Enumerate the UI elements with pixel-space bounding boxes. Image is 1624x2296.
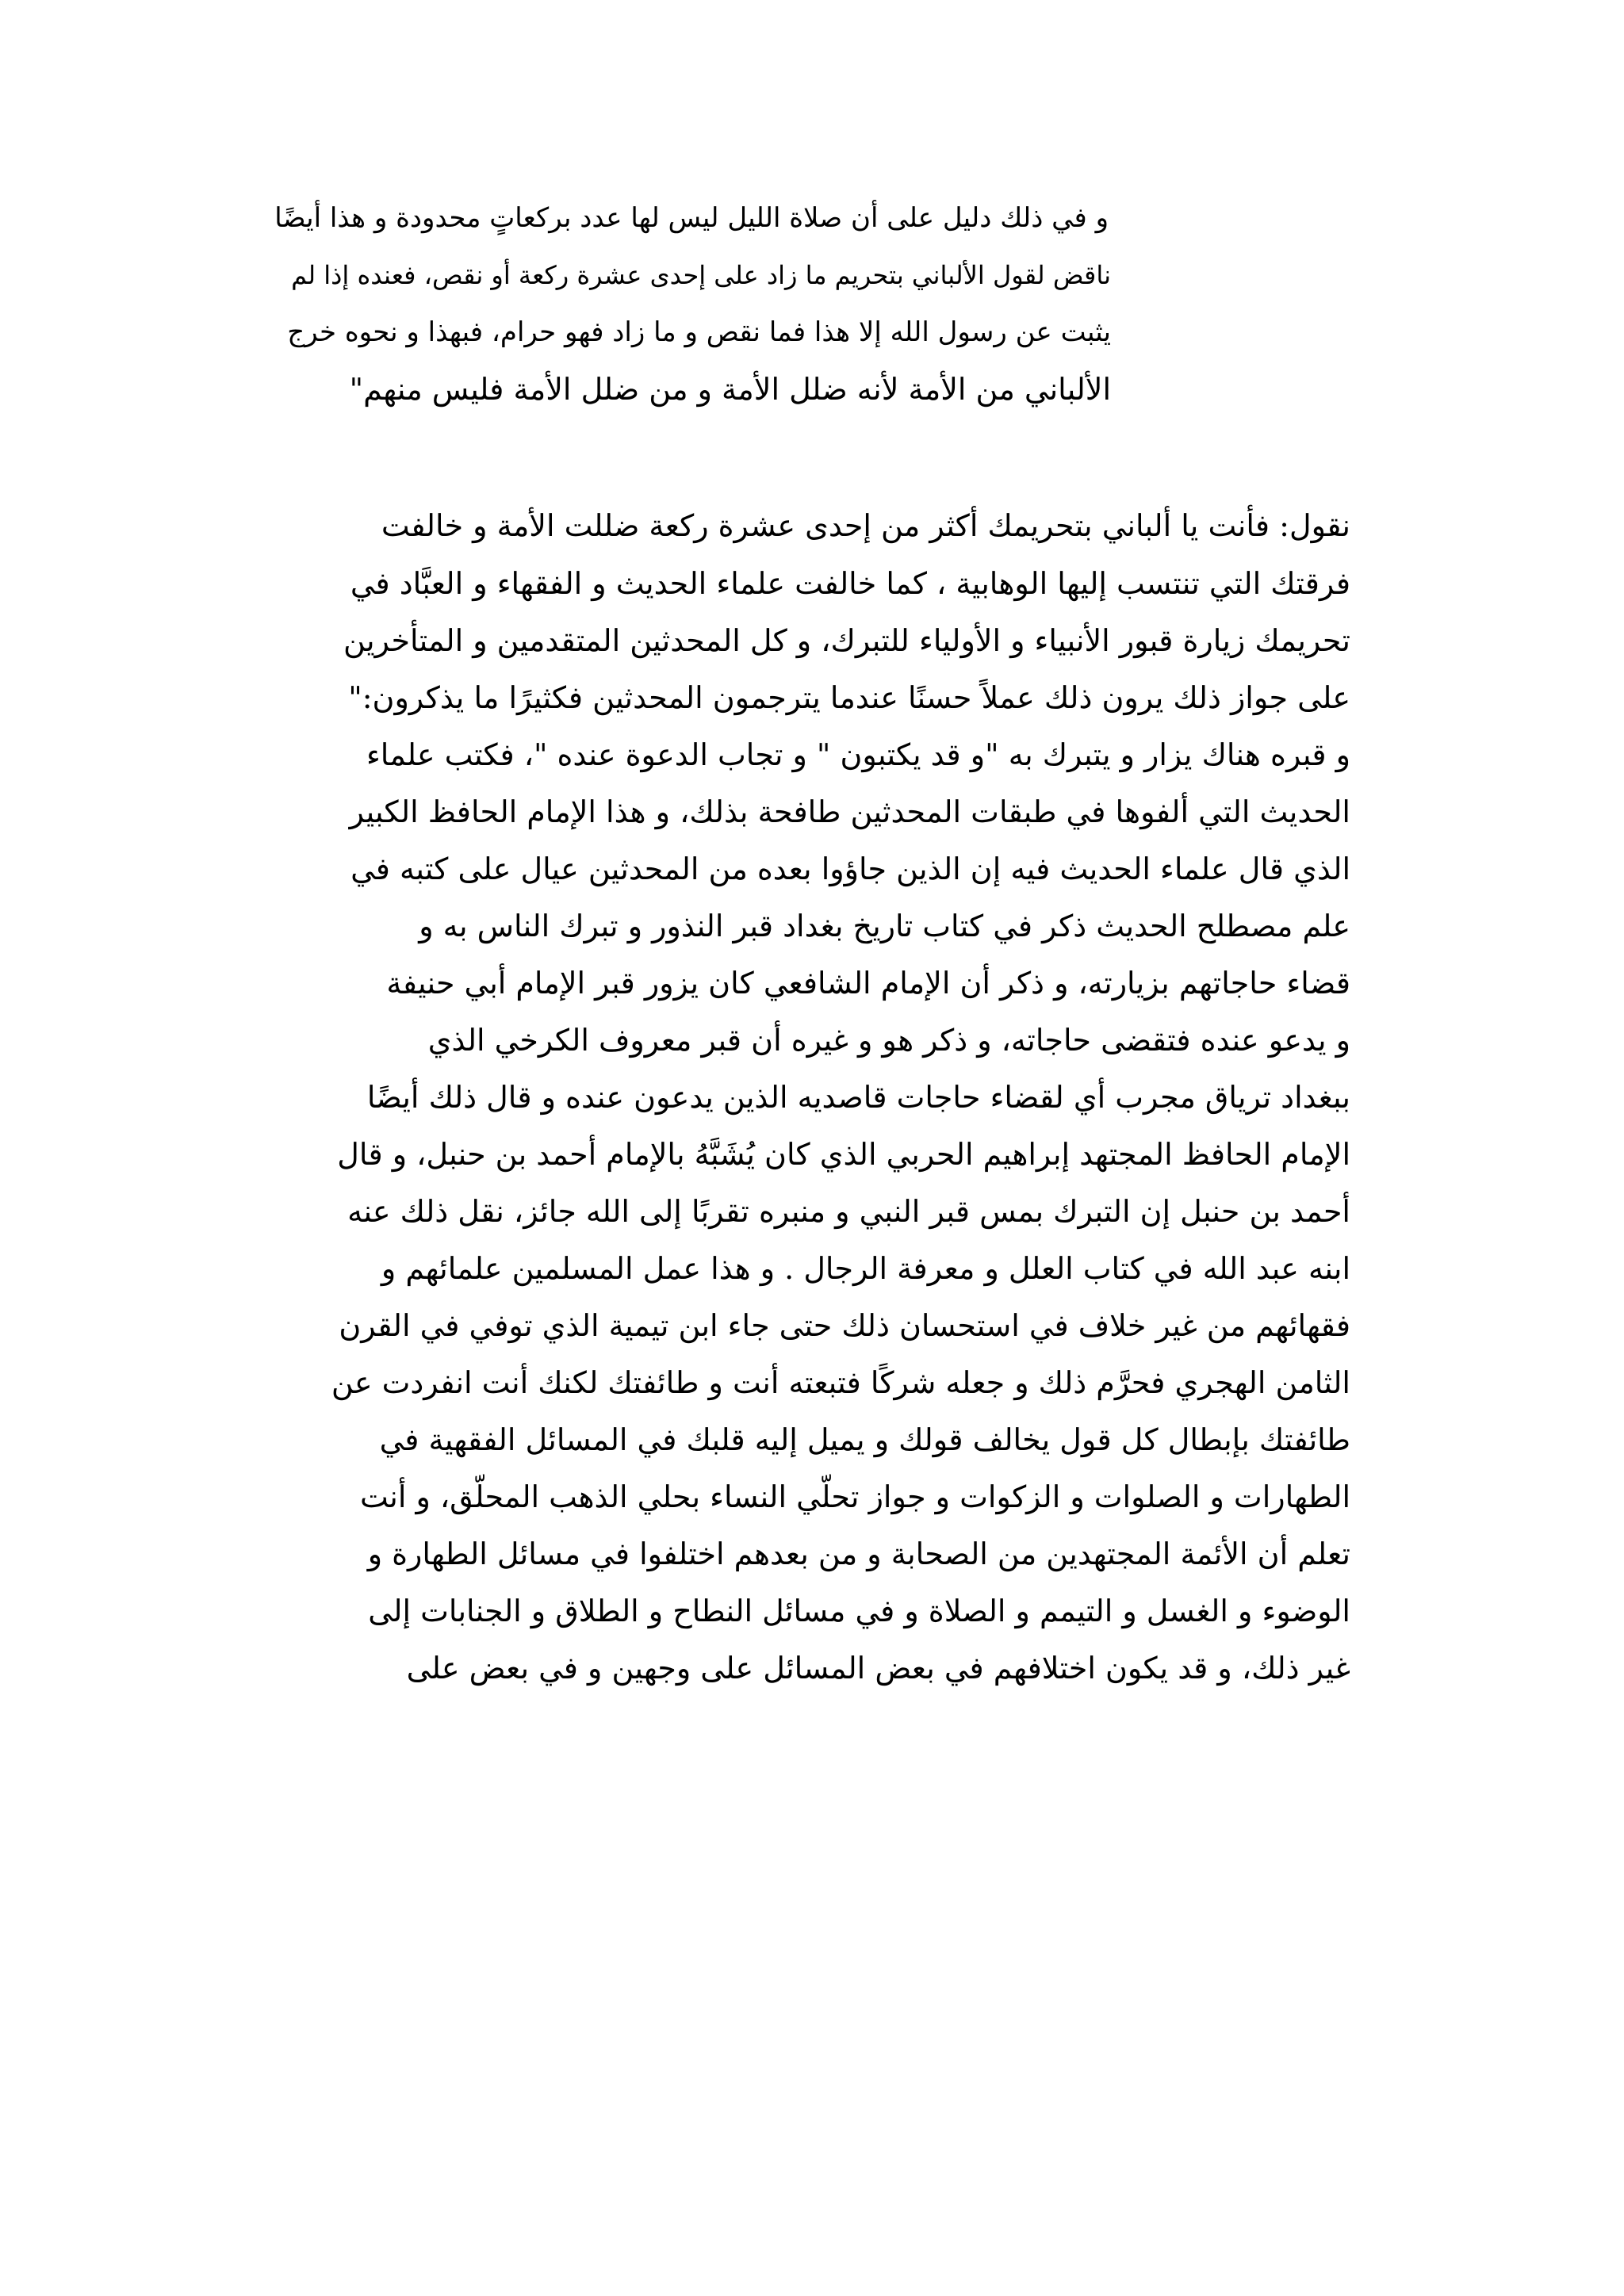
- text-line: و في ذلك دليل على أن صلاة الليل ليس لها عدد بركعاتٍ محدودة و هذا أيضًا: [274, 202, 1109, 234]
- text-line: الحديث التي ألفوها في طبقات المحدثين طافحة بذلك، و هذا الإمام الحافظ الكبير: [349, 794, 1350, 829]
- text-line: الذي قال علماء الحديث فيه إن الذين جاؤوا بعده من المحدثين عيال على كتبه في: [350, 851, 1350, 886]
- text-line: على جواز ذلك يرون ذلك عملاً حسنًا عندما يترجمون المحدثين فكثيرًا ما يذكرون:": [348, 680, 1350, 715]
- text-line: الطهارات و الصلوات و الزكوات و جواز تحلّي النساء بحلي الذهب المحلّق، و أنت: [359, 1479, 1350, 1514]
- text-line: أحمد بن حنبل إن التبرك بمس قبر النبي و منبره تقربًا إلى الله جائز، نقل ذلك عنه: [347, 1194, 1350, 1229]
- text-line: فقهائهم من غير خلاف في استحسان ذلك حتى جاء ابن تيمية الذي توفي في القرن: [339, 1308, 1350, 1343]
- text-line: تحريمك زيارة قبور الأنبياء و الأولياء للتبرك، و كل المحدثين المتقدمين و المتأخرين: [343, 623, 1350, 658]
- text-line: ناقض لقول الألباني بتحريم ما زاد على إحدى عشرة ركعة أو نقص، فعنده إذا لم: [291, 260, 1111, 290]
- text-line: ابنه عبد الله في كتاب العلل و معرفة الرجال . و هذا عمل المسلمين علمائهم و: [381, 1251, 1350, 1286]
- text-line: و قبره هناك يزار و يتبرك به "و قد يكتبون " و تجاب الدعوة عنده "، فكتب علماء: [366, 737, 1350, 772]
- text-line: يثبت عن رسول الله إلا هذا فما نقص و ما زاد فهو حرام، فبهذا و نحوه خرج: [287, 316, 1111, 348]
- text-line: الألباني من الأمة لأنه ضلل الأمة و من ضلل الأمة فليس منهم": [349, 372, 1111, 407]
- text-line: ببغداد ترياق مجرب أي لقضاء حاجات قاصديه الذين يدعون عنده و قال ذلك أيضًا: [366, 1080, 1350, 1115]
- text-line: الثامن الهجري فحرَّم ذلك و جعله شركًا فتبعته أنت و طائفتك لكنك أنت انفردت عن: [331, 1365, 1350, 1400]
- text-line: قضاء حاجاتهم بزيارته، و ذكر أن الإمام الشافعي كان يزور قبر الإمام أبي حنيفة: [386, 966, 1350, 1001]
- text-line: علم مصطلح الحديث ذكر في كتاب تاريخ بغداد قبر النذور و تبرك الناس به و: [419, 909, 1350, 943]
- text-line: نقول: فأنت يا ألباني بتحريمك أكثر من إحدى عشرة ركعة ضللت الأمة و خالفت: [381, 508, 1350, 543]
- text-line: و يدعو عنده فتقضى حاجاته، و ذكر هو و غيره أن قبر معروف الكرخي الذي: [427, 1023, 1350, 1058]
- text-line: طائفتك بإبطال كل قول يخالف قولك و يميل إليه قلبك في المسائل الفقهية في: [379, 1422, 1350, 1457]
- text-line: تعلم أن الأئمة المجتهدين من الصحابة و من بعدهم اختلفوا في مسائل الطهارة و: [367, 1536, 1350, 1571]
- text-line: الإمام الحافظ المجتهد إبراهيم الحربي الذي كان يُشَبَّهُ بالإمام أحمد بن حنبل، و قال: [337, 1137, 1350, 1172]
- text-line: فرقتك التي تنتسب إليها الوهابية ، كما خالفت علماء الحديث و الفقهاء و العبَّاد في: [350, 566, 1350, 601]
- text-line: الوضوء و الغسل و التيمم و الصلاة و في مسائل النطاح و الطلاق و الجنابات إلى: [368, 1594, 1350, 1628]
- text-line: غير ذلك، و قد يكون اختلافهم في بعض المسائل على وجهين و في بعض على: [406, 1651, 1350, 1686]
